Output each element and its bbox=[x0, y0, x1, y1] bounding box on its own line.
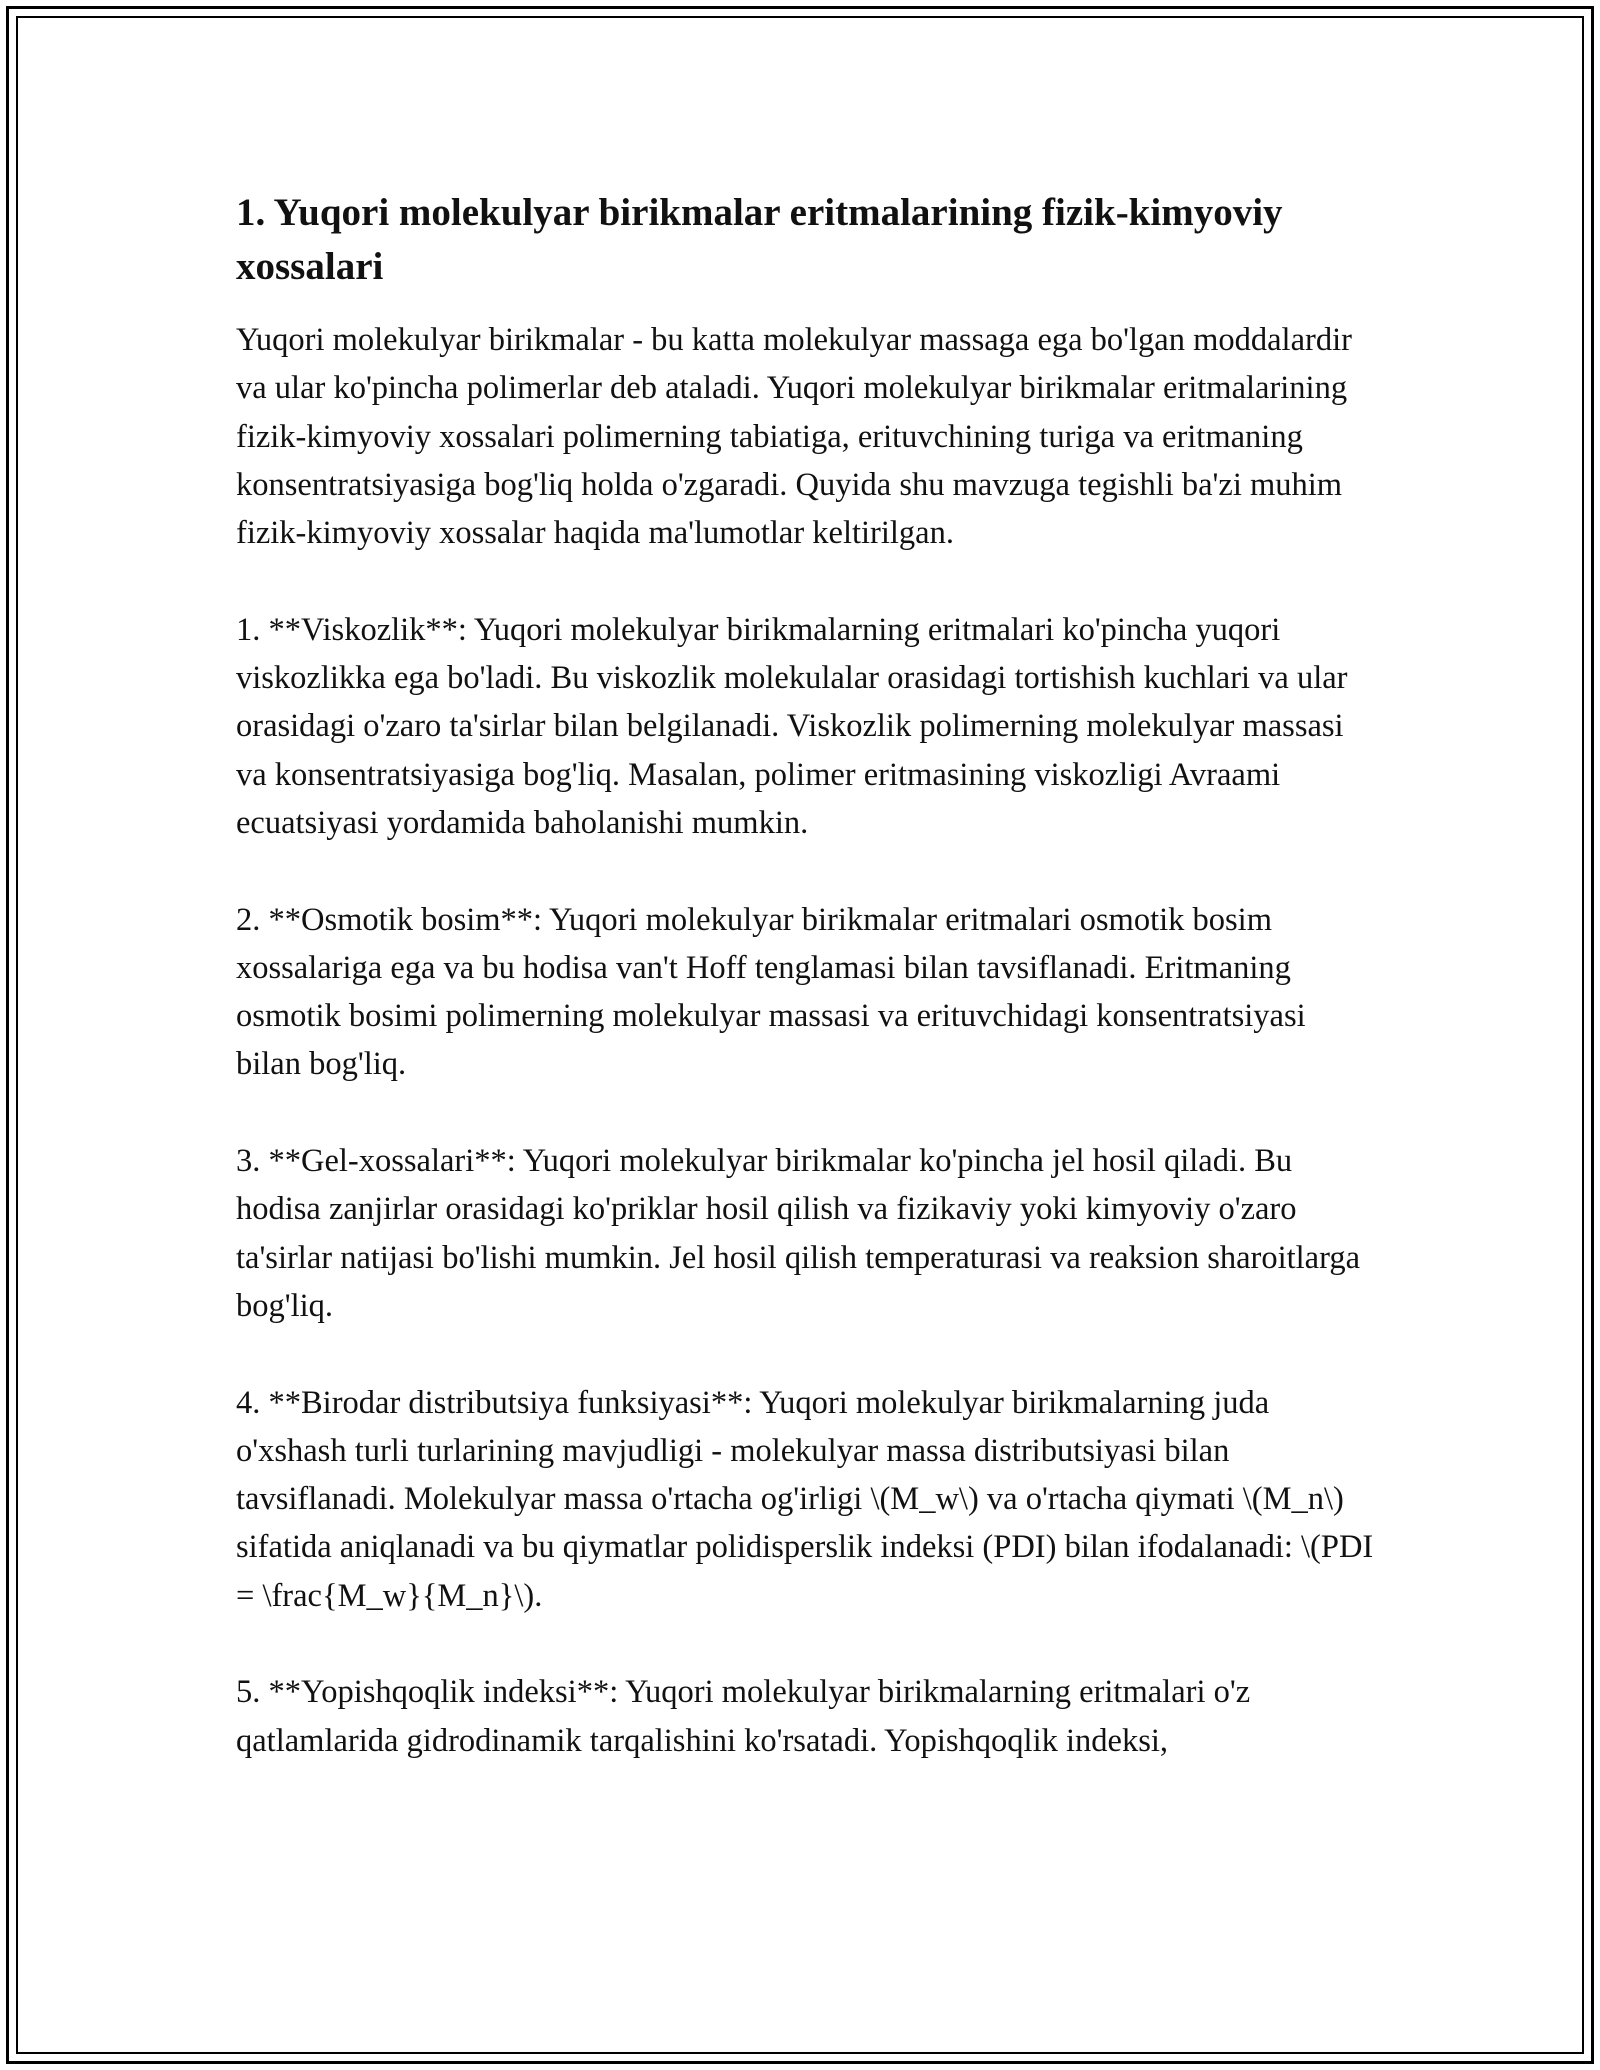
distribution-function-paragraph: 4. **Birodar distributsiya funksiyasi**: Yuqori molekulyar birikmalarning juda o'xshash turli turlarining mavjudligi - molekulyar massa distributsiyasi bilan tavsiflanadi. Molekulyar massa o'rtacha og'irligi \(M_w\) va o'rtacha qiymati \(M_n\) sifatida aniqlanadi va bu qiymatlar polidisperslik indeksi (PDI) bilan ifodalanadi: \(PDI = \frac{M_w}{M_n}\). bbox=[236, 1384, 1374, 1614]
viscosity-index-paragraph: 5. **Yopishqoqlik indeksi**: Yuqori molekulyar birikmalarning eritmalari o'z qatlamlarida gidrodinamik tarqalishini ko'rsatadi. Yopishqoqlik indeksi, bbox=[236, 1674, 1251, 1759]
document-body bbox=[236, 186, 1376, 1813]
document-title: 1. Yuqori molekulyar birikmalar eritmalarining fizik-kimyoviy xossalari bbox=[236, 191, 1283, 288]
intro-paragraph: Yuqori molekulyar birikmalar - bu katta molekulyar massaga ega bo'lgan moddalardir va ular ko'pincha polimerlar deb ataladi. Yuqori molekulyar birikmalar eritmalarining fizik-kimyoviy xossalari polimerning tabiatiga, erituvchining turiga va eritmaning konsentratsiyasiga bog'liq holda o'zgaradi. Quyida shu mavzuga tegishli ba'zi muhim fizik-kimyoviy xossalar haqida ma'lumotlar keltirilgan. bbox=[236, 322, 1352, 552]
osmotic-pressure-paragraph: 2. **Osmotik bosim**: Yuqori molekulyar birikmalar eritmalari osmotik bosim xossalariga ega va bu hodisa van't Hoff tenglamasi bilan tavsiflanadi. Eritmaning osmotik bosimi polimerning molekulyar massasi va erituvchidagi konsentratsiyasi bilan bog'liq. bbox=[236, 901, 1306, 1083]
viscosity-paragraph: 1. **Viskozlik**: Yuqori molekulyar birikmalarning eritmalari ko'pincha yuqori viskozlikka ega bo'ladi. Bu viskozlik molekulalar orasidagi tortishish kuchlari va ular orasidagi o'zaro ta'sirlar bilan belgilanadi. Viskozlik polimerning molekulyar massasi va konsentratsiyasiga bog'liq. Masalan, polimer eritmasining viskozligi Avraami ecuatsiyasi yordamida baholanishi mumkin. bbox=[236, 611, 1348, 841]
gel-properties-paragraph: 3. **Gel-xossalari**: Yuqori molekulyar birikmalar ko'pincha jel hosil qiladi. Bu hodisa zanjirlar orasidagi ko'priklar hosil qilish va fizikaviy yoki kimyoviy o'zaro ta'sirlar natijasi bo'lishi mumkin. Jel hosil qilish temperaturasi va reaksion sharoitlarga bog'liq. bbox=[236, 1143, 1361, 1324]
